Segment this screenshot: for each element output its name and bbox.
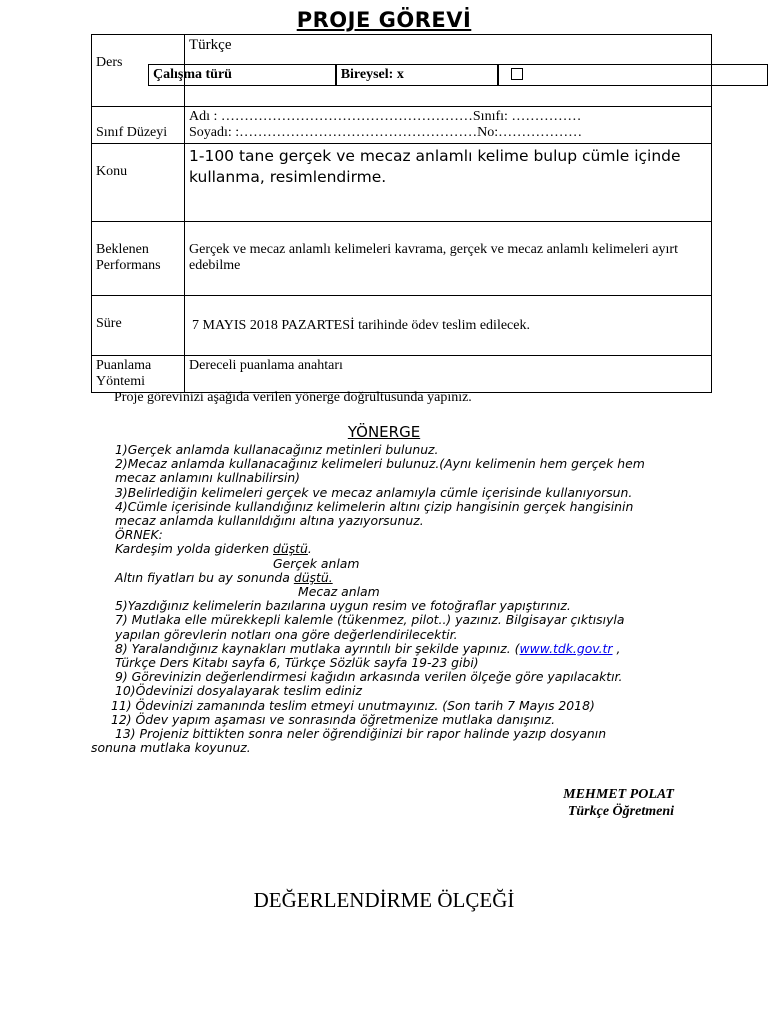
step-8-line-1 <box>91 642 691 656</box>
page-title: PROJE GÖREVİ <box>296 8 472 32</box>
step-2-line-1: 2)Mecaz anlamda kullanacağınız kelimeleri bulunuz.(Aynı kelimenin hem gerçek hem <box>115 456 645 472</box>
sure-value: 7 MAYIS 2018 PAZARTESİ tarihinde ödev teslim edilecek. <box>192 318 530 333</box>
sinif-label: Sınıf Düzeyi <box>96 125 168 140</box>
instruction-list <box>91 443 691 755</box>
beklenen-label-cell <box>92 222 185 296</box>
step-8-text: 8) Yaralandığınız kaynakları mutlaka ayrıntılı bir şekilde yapınız. ( <box>115 640 520 656</box>
intro-text: Proje görevinizi aşağıda verilen yönerge doğrultusunda yapınız. <box>114 390 472 405</box>
sure-label-cell <box>92 296 185 356</box>
sure-label: Süre <box>96 316 122 331</box>
example-2 <box>91 571 691 585</box>
step-4-line-2: mecaz anlamda kullanıldığını altına yazıyorsunuz. <box>115 513 424 529</box>
example-1-word: düştü <box>273 541 308 557</box>
checkbox-icon[interactable] <box>511 68 523 80</box>
ders-value: Türkçe <box>189 37 232 53</box>
ders-label: Ders <box>96 55 123 70</box>
step-13-line-1: 13) Projeniz bittikten sonra neler öğrendiğinizi bir rapor halinde yazıp dosyanın <box>115 726 607 742</box>
konu-label: Konu <box>96 164 128 179</box>
example-2-text: Altın fiyatları bu ay sonunda <box>115 569 294 585</box>
teacher-role: Türkçe Öğretmeni <box>567 804 674 819</box>
step-8-end: , <box>612 640 621 656</box>
step-4-line-1: 4)Cümle içerisinde kullandığınız kelimelerin altını çizip hangisinin gerçek hangisinin <box>115 498 634 514</box>
step-3: 3)Belirlediğin kelimeleri gerçek ve mecaz anlamıyla cümle içerisinde kullanıyorsun. <box>115 484 633 500</box>
student-info-cell <box>185 107 712 144</box>
example-2-word: düştü. <box>293 569 333 585</box>
beklenen-value: Gerçek ve mecaz anlamlı kelimeleri kavrama, gerçek ve mecaz anlamlı kelimeleri ayırt edebilme <box>189 242 678 273</box>
step-13-line-2: sonuna mutlaka koyunuz. <box>91 740 251 756</box>
example-1-note: Gerçek anlam <box>273 555 360 571</box>
sinif-label-cell <box>92 107 185 144</box>
konu-label-cell <box>92 144 185 222</box>
step-2-line-2: mecaz anlamını kullnabilirsin) <box>115 470 301 486</box>
example-1-end: . <box>307 541 312 557</box>
calisma-turu-label: Çalışma türü <box>148 64 336 86</box>
ornek-label: ÖRNEK: <box>115 527 163 543</box>
konu-value: 1-100 tane gerçek ve mecaz anlamlı kelime bulup cümle içinde kullanma, resimlendirme. <box>185 144 712 222</box>
step-10: 10)Ödevinizi dosyalayarak teslim ediniz <box>115 683 362 699</box>
step-5: 5)Yazdığınız kelimelerin bazılarına uygun resim ve fotoğraflar yapıştırınız. <box>115 598 571 614</box>
teacher-name: MEHMET POLAT <box>563 787 674 802</box>
bireysel-label: Bireysel: x <box>336 64 499 86</box>
soyadi-line: Soyadı: :……………………………………………No:……………… <box>189 125 583 140</box>
step-7-line-2: yapılan görevlerin notları ona göre değerlendirilecektir. <box>115 626 458 642</box>
sure-value-cell <box>185 296 712 356</box>
step-8-line-2: Türkçe Ders Kitabı sayfa 6, Türkçe Sözlük sayfa 19-23 gibi) <box>115 655 479 671</box>
adi-line: Adı : ………………………………………………Sınıfı: …………… <box>189 109 582 124</box>
step-1: 1)Gerçek anlamda kullanacağınız metinleri bulunuz. <box>115 442 439 457</box>
puanlama-label: Puanlama Yöntemi <box>92 356 185 393</box>
step-11: 11) Ödevinizi zamanında teslim etmeyi unutmayınız. (Son tarih 7 Mayıs 2018) <box>111 697 595 713</box>
project-info-table <box>91 34 712 393</box>
example-1 <box>91 542 691 556</box>
checkbox-cell <box>498 64 768 86</box>
example-2-note: Mecaz anlam <box>298 584 380 600</box>
step-12: 12) Ödev yapım aşaması ve sonrasında öğretmenize mutlaka danışınız. <box>111 711 556 727</box>
step-9: 9) Görevinizin değerlendirmesi kağıdın arkasında verilen ölçeğe göre yapılacaktır. <box>115 669 623 685</box>
calisma-turu-row <box>148 64 768 86</box>
tdk-link[interactable]: www.tdk.gov.tr <box>519 640 613 656</box>
beklenen-value-cell <box>185 222 712 296</box>
beklenen-label: Beklenen Performans <box>96 242 161 273</box>
yonerge-heading: YÖNERGE <box>347 423 421 441</box>
evaluation-scale-title: DEĞERLENDİRME ÖLÇEĞİ <box>253 888 515 912</box>
step-7-line-1: 7) Mutlaka elle mürekkepli kalemle (tükenmez, pilot..) yazınız. Bilgisayar çıktısıyla <box>115 612 625 628</box>
example-1-text: Kardeşim yolda giderken <box>115 541 273 557</box>
signature-block <box>563 786 674 820</box>
puanlama-value: Dereceli puanlama anahtarı <box>185 356 712 393</box>
